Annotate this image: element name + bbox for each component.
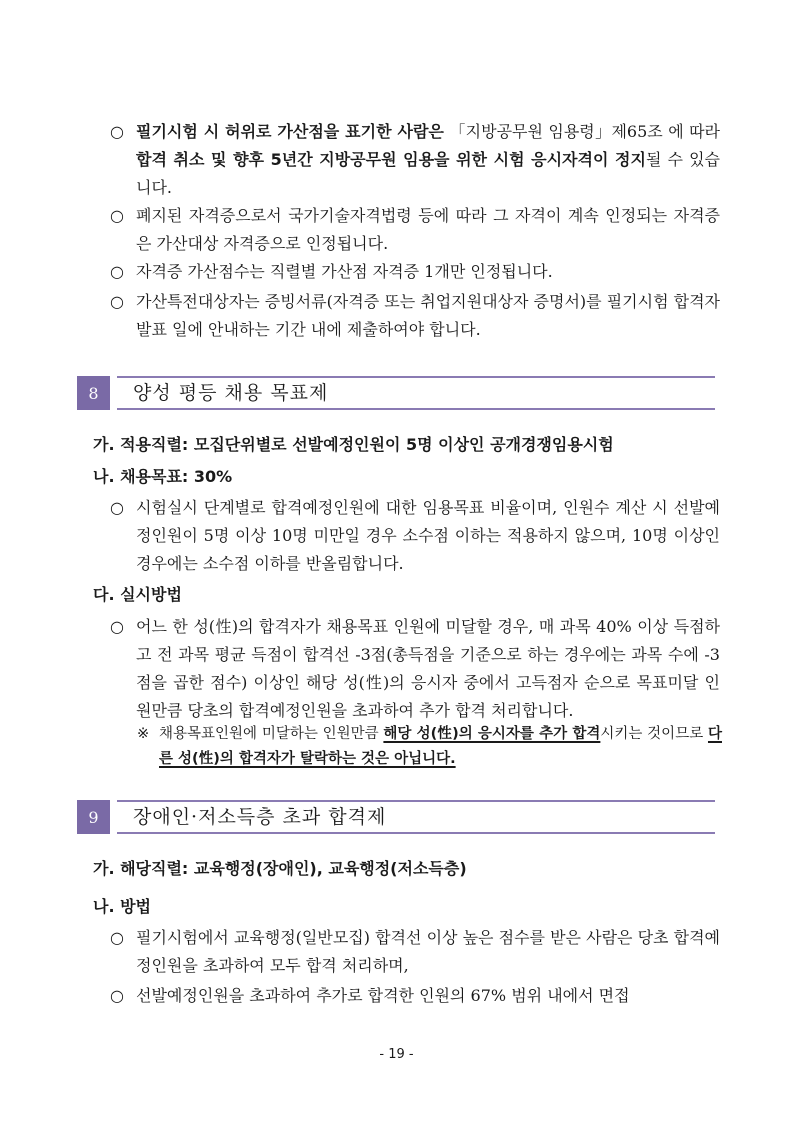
subheading-ga: 가. 적용직렬: 모집단위별로 선발예정인원이 5명 이상인 공개경쟁임용시험 xyxy=(93,435,614,454)
bullet-mark: ○ xyxy=(110,262,124,281)
bullet-text: 「지방공무원 임용령」제65조 에 따라 xyxy=(449,122,721,141)
bullet-text: 자격증 가산점수는 직렬별 가산점 자격증 1개만 인정됩니다. xyxy=(136,262,553,281)
subheading-ga: 가. 해당직렬: 교육행정(장애인), 교육행정(저소득층) xyxy=(93,859,467,878)
bullet-mark: ○ xyxy=(110,206,124,225)
bullet-mark: ○ xyxy=(110,122,124,141)
bullet-text: 선발예정인원을 초과하여 추가로 합격한 인원의 67% 범위 내에서 면접 xyxy=(136,986,630,1005)
bullet-text: 필기시험에서 교육행정(일반모집) 합격선 이상 높은 점수를 받은 사람은 당초 합격예정인원을 초과하여 모두 합격 처리하며, xyxy=(136,928,720,975)
section-number: 8 xyxy=(77,376,110,410)
section-9-header xyxy=(77,800,715,834)
note-text: 시키는 것이므로 xyxy=(600,726,708,742)
bullet-text: 어느 한 성(性)의 합격자가 채용목표 인원에 미달할 경우, 매 과목 40% 이상 득점하고 전 과목 평균 득점이 합격선 -3점(총득점을 기준으로 하는 경우에는 과목 수에 -3점을 곱한 점수) 이상인 해당 성(性)의 응시자 중에서 고득점자 순으로 목표미달 인원만큼 당초의 합격예정인원을 초과하여 추가 합격 처리합니다. xyxy=(136,617,720,720)
bullet-bold-text: 필기시험 시 허위로 가산점을 표기한 사람은 xyxy=(136,122,444,141)
bullet-text: 시험실시 단계별로 합격예정인원에 대한 임용목표 비율이며, 인원수 계산 시 선발예정인원이 5명 이상 10명 미만일 경우 소수점 이하는 적용하지 않으며, 10명 이상인 경우에는 소수점 이하를 반올림합니다. xyxy=(136,498,720,573)
bullet-submit-docs xyxy=(110,288,720,344)
note-text: 채용목표인원에 미달하는 인원만큼 xyxy=(159,726,384,742)
bullet-one-cert xyxy=(110,258,720,286)
bullet-text: 될 수 있습니다. xyxy=(136,150,720,197)
bullet-abolished-cert xyxy=(110,202,720,258)
bullet-mark: ○ xyxy=(110,928,124,947)
bullet-bold-text: 합격 취소 및 향후 5년간 지방공무원 임용을 위한 시험 응시자격이 정지 xyxy=(136,150,646,169)
bullet-mark: ○ xyxy=(110,986,124,1005)
bullet-text: 가산특전대상자는 증빙서류(자격증 또는 취업지원대상자 증명서)를 필기시험 합격자 발표 일에 안내하는 기간 내에 제출하여야 합니다. xyxy=(136,292,720,339)
bullet-interview xyxy=(110,982,720,1010)
section-number: 9 xyxy=(77,800,110,834)
subheading-na: 나. 방법 xyxy=(93,897,152,916)
section-title: 양성 평등 채용 목표제 xyxy=(133,382,329,404)
bullet-mark: ○ xyxy=(110,498,124,517)
note xyxy=(137,722,722,772)
note-underlined-text: 해당 성(性)의 응시자를 추가 합격 xyxy=(383,726,601,742)
note-mark: ※ xyxy=(137,726,150,742)
bullet-target-ratio xyxy=(110,494,720,578)
page-number: - 19 - xyxy=(379,1047,414,1062)
note-underlined-text: 다른 성(性)의 합격자가 탈락하는 것은 아닙니다. xyxy=(159,726,722,767)
bullet-mark: ○ xyxy=(110,292,124,311)
section-8-header xyxy=(77,376,715,410)
section-title: 장애인·저소득층 초과 합격제 xyxy=(133,806,387,828)
bullet-mark: ○ xyxy=(110,617,124,636)
bullet-over-pass xyxy=(110,924,720,980)
bullet-false-bonus xyxy=(110,118,720,202)
bullet-text: 폐지된 자격증으로서 국가기술자격법령 등에 따라 그 자격이 계속 인정되는 자격증은 가산대상 자격증으로 인정됩니다. xyxy=(136,206,720,253)
bullet-method xyxy=(110,613,720,725)
subheading-da: 다. 실시방법 xyxy=(93,585,182,604)
subheading-na: 나. 채용목표: 30% xyxy=(93,467,233,486)
